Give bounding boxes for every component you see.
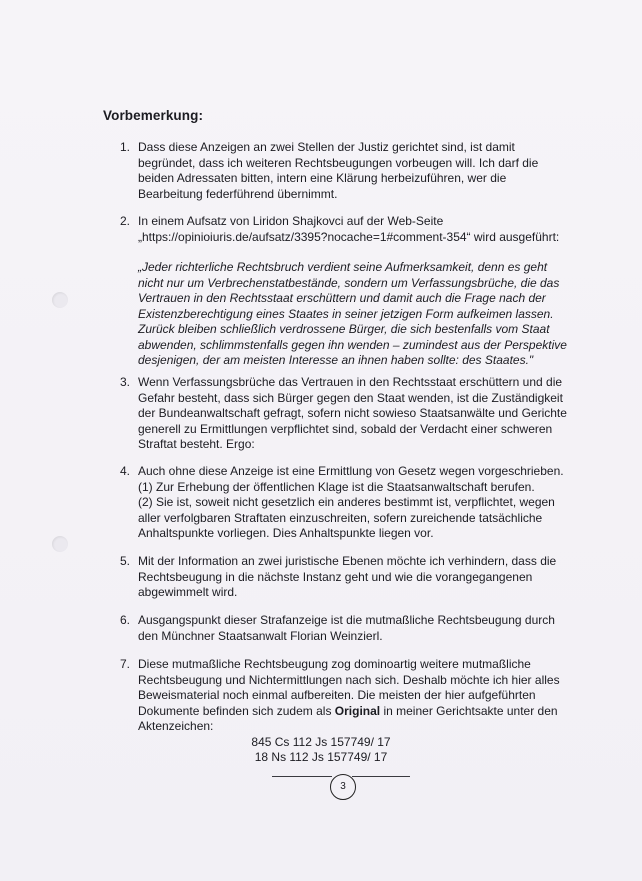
item-number: 1. (120, 140, 131, 154)
item-line: Beweismaterial noch einmal aufbereiten. Die meisten der hier aufgeführten (138, 688, 536, 702)
item-line (138, 704, 590, 720)
block-quote (138, 260, 590, 369)
quote-line: Existenzberechtigung eines Staates in seiner jetzigen Form aufkeimen lassen. (138, 306, 554, 321)
item-number: 7. (120, 657, 131, 671)
item-line: Diese mutmaßliche Rechtsbeugung zog dominoartig weitere mutmaßliche (138, 657, 531, 671)
item-line: (1) Zur Erhebung der öffentlichen Klage ist die Staatsanwaltschaft berufen. (138, 479, 535, 494)
list-item (120, 657, 590, 735)
item-line: Gefahr besteht, dass sich Bürger gegen den Staat wenden, ist die Zuständigkeit (138, 390, 563, 405)
item-number: 6. (120, 613, 131, 627)
item-line: Aktenzeichen: (138, 719, 214, 733)
item-line: den Münchner Staatsanwalt Florian Weinzierl. (138, 628, 383, 643)
item-line: generell zu Ermittlungen verpflichtet sind, sobald der Verdacht einer schweren (138, 421, 553, 436)
list-item (120, 214, 590, 369)
item-line: Ausgangspunkt dieser Strafanzeige ist die mutmaßliche Rechtsbeugung durch (138, 613, 555, 627)
list-item (120, 464, 590, 542)
item-line: Wenn Verfassungsbrüche das Vertrauen in den Rechtsstaat erschüttern und die (138, 375, 563, 389)
quote-line: desjenigen, der am meisten Interesse an ihnen haben sollte: des Staates." (138, 353, 534, 367)
quote-line: „Jeder richterliche Rechtsbruch verdient seine Aufmerksamkeit, denn es geht (138, 260, 548, 274)
item-line: beiden Adressaten bitten, intern eine Klärung herbeizuführen, wer die (138, 171, 507, 185)
footer-rule (352, 776, 410, 777)
item-number: 4. (120, 464, 131, 478)
line-text: in meiner Gerichtsakte unter den (380, 703, 558, 718)
quote-line: abwenden, schlimmstenfalls gegen ihn wenden – zumindest aus der Perspektive (138, 337, 567, 352)
item-number: 2. (120, 214, 131, 228)
original-emphasis: Original (334, 703, 381, 718)
item-line: aller verfolgbaren Straftaten einzuschreiten, sofern zureichende tatsächliche (138, 510, 543, 525)
item-line: „https://opinioiuris.de/aufsatz/3395?nocache=1#comment-354“ wird ausgeführt: (138, 229, 560, 244)
item-line: abgewimmelt wird. (138, 585, 238, 599)
item-number: 5. (120, 554, 131, 568)
item-line: Auch ohne diese Anzeige ist eine Ermittlung von Gesetz wegen vorgeschrieben. (138, 464, 564, 478)
case-number: 845 Cs 112 Js 157749/ 17 (251, 735, 391, 749)
punch-hole (52, 536, 68, 552)
item-line: Anhaltspunkte vorliegen. Dies Anhaltspunkte liegen vor. (138, 526, 434, 540)
item-line: In einem Aufsatz von Liridon Shajkovci auf der Web-Seite (138, 214, 444, 228)
page-number: 3 (330, 774, 356, 800)
line-text: Dokumente befinden sich zudem als (138, 703, 335, 718)
case-number: 18 Ns 112 Js 157749/ 17 (254, 750, 388, 764)
list-item (120, 554, 590, 601)
item-line: (2) Sie ist, soweit nicht gesetzlich ein anderes bestimmt ist, verpflichtet, wegen (138, 495, 555, 509)
quote-line: nicht nur um Verbrechenstatbestände, sondern um Verfassungsbrüche, die das (138, 275, 560, 290)
section-heading: Vorbemerkung: (103, 108, 204, 123)
item-line: Straftat besteht. Ergo: (138, 437, 255, 451)
list-item (120, 375, 590, 453)
item-line: Rechtsbeugung und Nichtermittlungen nach sich. Deshalb möchte ich hier alles (138, 672, 560, 687)
punch-hole (52, 292, 68, 308)
quote-line: Zurück bleiben schließlich verdrossene Bürger, die sich bestenfalls vom Staat (138, 322, 550, 336)
footer-rule (272, 776, 332, 777)
item-line: der Bundeanwaltschaft gefragt, sofern nicht sowieso Staatsanwälte und Gerichte (138, 406, 567, 420)
list-item (120, 140, 590, 202)
list-item (120, 613, 590, 644)
quote-line: Vertrauen in den Rechtsstaat erschüttern und damit auch die Frage nach der (138, 291, 546, 305)
item-line: Dass diese Anzeigen an zwei Stellen der Justiz gerichtet sind, ist damit (138, 140, 515, 154)
item-number: 3. (120, 375, 131, 389)
item-line: Mit der Information an zwei juristische Ebenen möchte ich verhindern, dass die (138, 554, 557, 568)
item-line: begründet, dass ich weiteren Rechtsbeugungen vorbeugen will. Ich darf die (138, 155, 539, 170)
item-line: Bearbeitung federführend übernimmt. (138, 186, 338, 201)
item-line: Rechtsbeugung in die nächste Instanz geht und wie die vorangegangenen (138, 569, 533, 584)
